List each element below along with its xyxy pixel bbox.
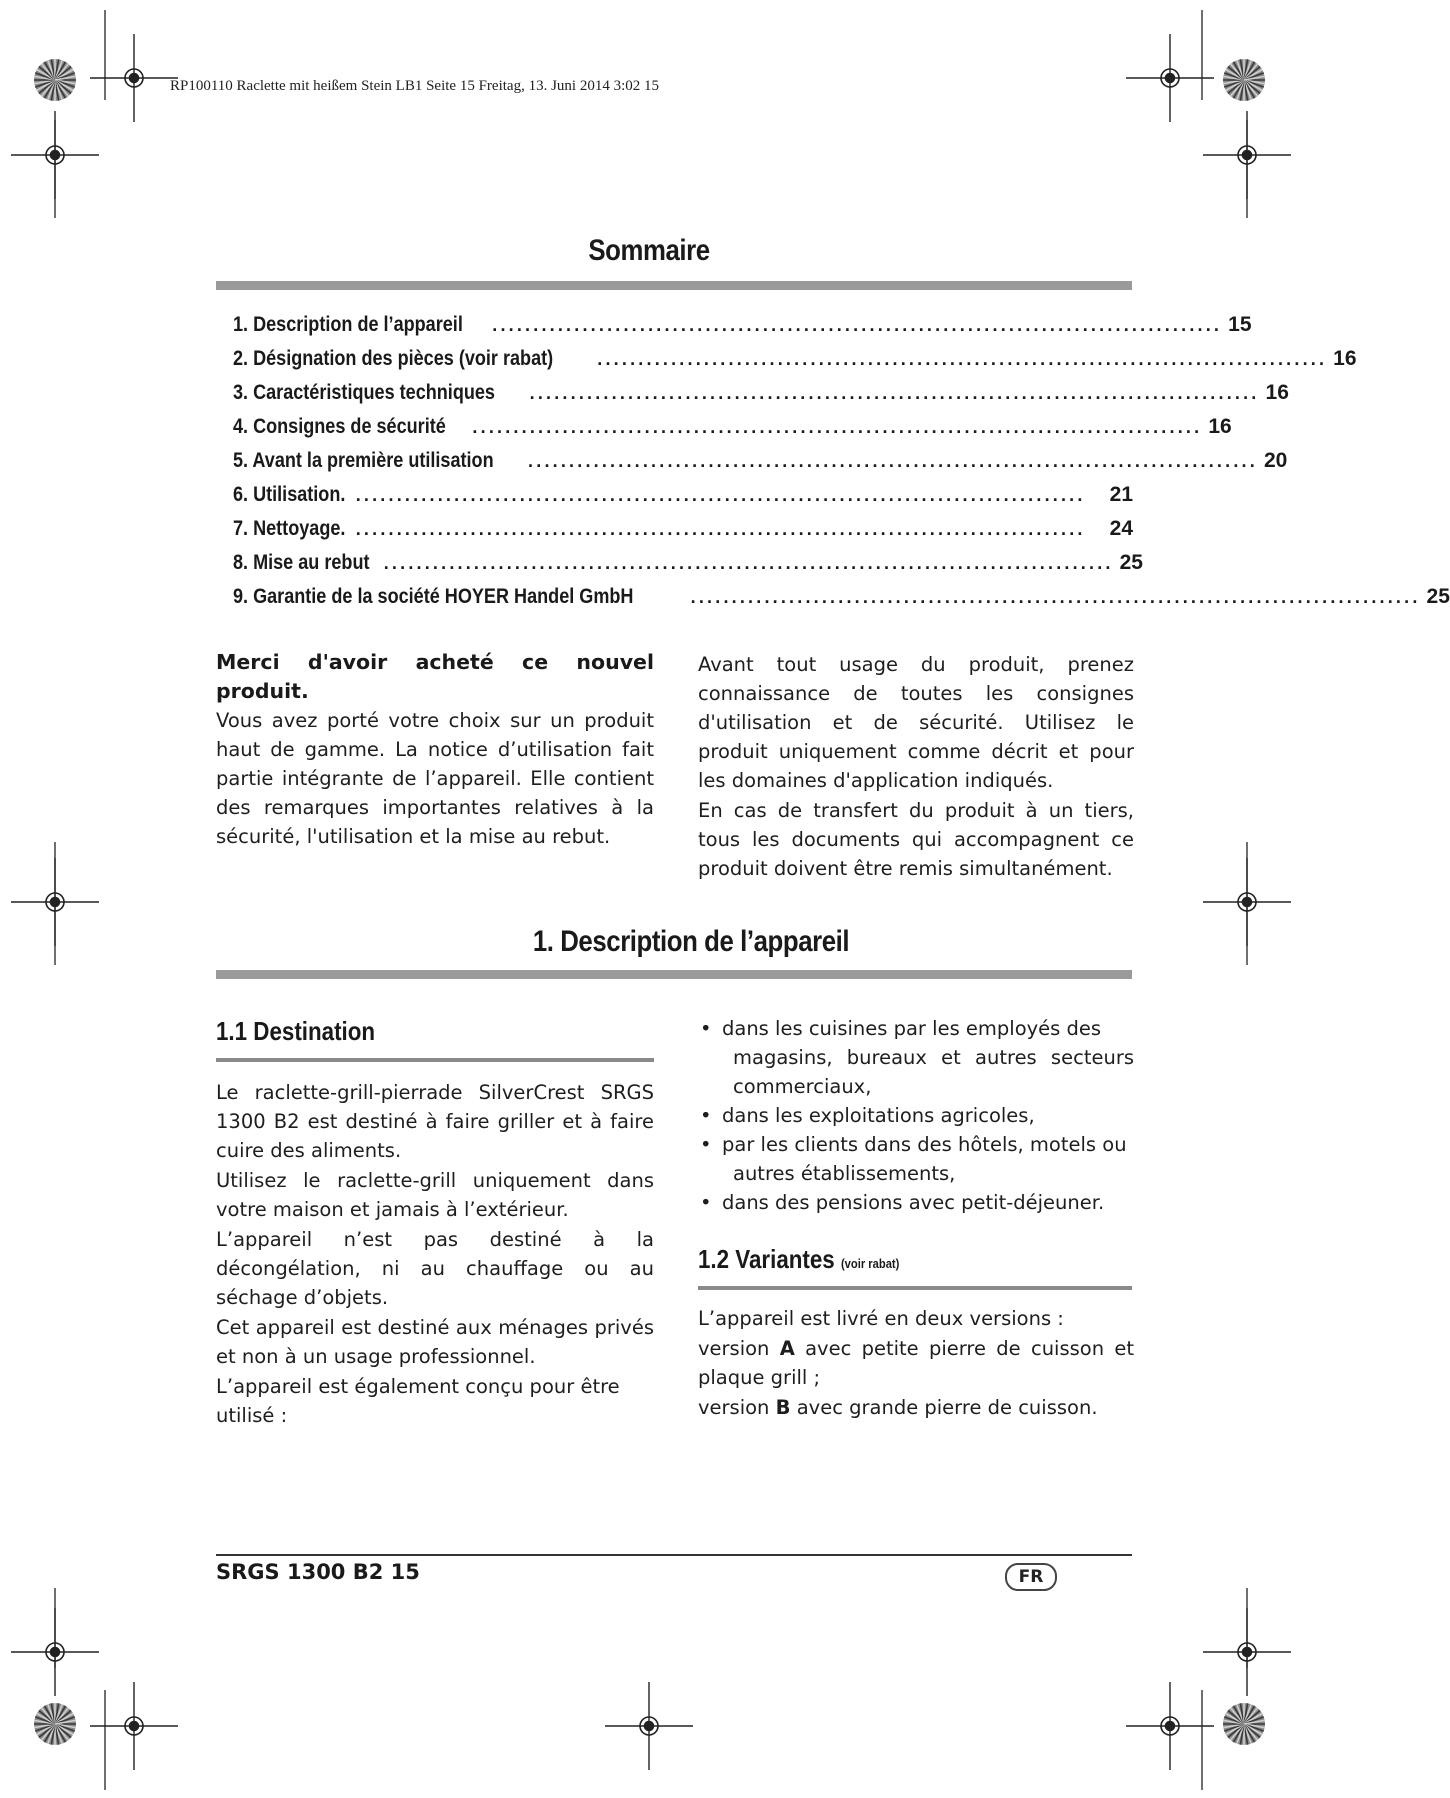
toc-entry-label: 9. Garantie de la société HOYER Handel GmbH (233, 585, 634, 608)
toc-leader: ......................................................................................... (492, 315, 1223, 335)
toc-entry-page: 25 (1119, 551, 1143, 574)
registration-target-icon (1126, 1682, 1214, 1770)
list-item (698, 1101, 1134, 1130)
list-item-text: dans les cuisines par les employés des (722, 1017, 1102, 1040)
registration-target-icon (11, 1608, 99, 1696)
toc-entry[interactable] (233, 449, 1288, 483)
variant-letter: B (775, 1396, 791, 1419)
language-badge: FR (1005, 1563, 1057, 1591)
destination-paragraph: L’appareil n’est pas destiné à la décongélation, ni au chauffage ou au séchage d’objets. (216, 1228, 654, 1309)
registration-target-icon (11, 858, 99, 946)
bullet-icon: • (700, 1017, 712, 1040)
toc-entry-label: 4. Consignes de sécurité (233, 415, 446, 438)
color-bar-icon (34, 1703, 76, 1745)
toc-entry[interactable] (233, 551, 1143, 585)
toc-leader: ......................................................................................... (355, 485, 1086, 505)
list-item-text: par les clients dans des hôtels, motels ou (722, 1133, 1127, 1156)
toc-leader: ......................................................................................... (528, 451, 1258, 471)
destination-text (216, 1078, 654, 1431)
toc-entry-label: 5. Avant la première utilisation (233, 449, 494, 472)
intro-heading: Merci d'avoir acheté ce nouvel produit. (216, 650, 654, 703)
variant-text: avec grande pierre de cuisson. (796, 1396, 1098, 1419)
subsection-heading-text: 1.2 Variantes (698, 1244, 835, 1274)
color-bar-icon (34, 59, 76, 101)
toc-entry-page: 24 (1109, 517, 1133, 540)
toc-entry[interactable] (233, 415, 1232, 449)
registration-target-icon (90, 34, 178, 122)
toc-title: Sommaire (588, 234, 710, 267)
registration-target-icon (1203, 1608, 1291, 1696)
destination-paragraph: Le raclette-grill-pierrade SilverCrest SRGS 1300 B2 est destiné à faire griller et à faire cuire des aliments. (216, 1081, 654, 1162)
toc-entry-label: 2. Désignation des pièces (voir rabat) (233, 347, 554, 370)
toc-leader: ......................................................................................... (529, 383, 1260, 403)
intro-left-column (216, 648, 654, 851)
registration-target-icon (1203, 111, 1291, 199)
toc-entry[interactable] (233, 347, 1357, 381)
toc-entry-page: 15 (1228, 313, 1252, 336)
bullet-icon: • (700, 1104, 712, 1127)
toc-leader: ......................................................................................... (597, 349, 1328, 369)
subsection-rule (216, 1058, 654, 1062)
toc-entry-page: 25 (1426, 585, 1450, 608)
color-bar-icon (1223, 1703, 1265, 1745)
toc-leader: ......................................................................................... (472, 417, 1203, 437)
list-item-text: dans des pensions avec petit-déjeuner. (722, 1191, 1105, 1214)
variants-text (698, 1304, 1134, 1423)
toc-entry[interactable] (233, 517, 1133, 551)
registration-target-icon (90, 1682, 178, 1770)
list-item-text: dans les exploitations agricoles, (722, 1104, 1035, 1127)
variants-intro: L’appareil est livré en deux versions : (698, 1307, 1064, 1330)
toc-entry-label: 8. Mise au rebut (233, 551, 370, 574)
list-item (698, 1130, 1134, 1188)
subsection-heading: 1.1 Destination (216, 1016, 376, 1046)
subsection-rule (698, 1286, 1132, 1290)
list-item (698, 1188, 1134, 1217)
table-of-contents (233, 313, 1450, 619)
intro-left-text: Vous avez porté votre choix sur un produit haut de gamme. La notice d’utilisation fait partie intégrante de l’appareil. Elle contient des remarques importantes relatives à la sécurité, l'utilisation et la mise au rebut. (216, 709, 654, 848)
list-item-text: autres établissements, (733, 1162, 956, 1185)
toc-entry-page: 20 (1263, 449, 1288, 472)
intro-right-column (698, 650, 1134, 884)
toc-entry[interactable] (233, 381, 1289, 415)
variant-prefix: version (698, 1396, 770, 1419)
variant-prefix: version (698, 1337, 770, 1360)
registration-target-icon (1126, 34, 1214, 122)
registration-target-icon (605, 1682, 693, 1770)
variant-a (698, 1334, 1134, 1392)
section-title-rule (216, 970, 1132, 979)
list-item (698, 1014, 1134, 1101)
bullet-icon: • (700, 1191, 712, 1214)
toc-entry-label: 1. Description de l’appareil (233, 313, 463, 336)
usage-bullet-list (698, 1014, 1134, 1217)
footer-model-page: SRGS 1300 B2 15 (216, 1560, 420, 1584)
destination-paragraph: Cet appareil est destiné aux ménages privés et non à un usage professionnel. (216, 1316, 654, 1368)
toc-entry[interactable] (233, 313, 1252, 347)
footer-rule (216, 1554, 1132, 1556)
toc-entry-page: 16 (1333, 347, 1357, 370)
toc-entry[interactable] (233, 585, 1450, 619)
variant-b (698, 1393, 1134, 1422)
toc-entry-page: 21 (1109, 483, 1133, 506)
toc-entry-page: 16 (1265, 381, 1289, 404)
subsection-heading-note: (voir rabat) (840, 1256, 900, 1271)
toc-leader: ......................................................................................... (690, 587, 1421, 607)
toc-entry[interactable] (233, 483, 1133, 517)
print-header: RP100110 Raclette mit heißem Stein LB1 Seite 15 Freitag, 13. Juni 2014 3:02 15 (170, 78, 659, 94)
intro-right-paragraph: En cas de transfert du produit à un tiers, tous les documents qui accompagnent ce produit doivent être remis simultanément. (698, 799, 1134, 880)
toc-leader: ......................................................................................... (383, 553, 1114, 573)
registration-target-icon (11, 111, 99, 199)
toc-title-rule (216, 281, 1132, 290)
toc-entry-label: 7. Nettoyage. (233, 517, 346, 540)
variant-text: avec petite pierre de cuisson et plaque grill ; (698, 1337, 1135, 1389)
bullet-icon: • (700, 1133, 712, 1156)
list-item-text: magasins, bureaux et autres secteurs commerciaux, (733, 1046, 1134, 1098)
subsection-heading (698, 1244, 899, 1275)
section-title: 1. Description de l’appareil (532, 925, 850, 958)
toc-entry-page: 16 (1208, 415, 1232, 438)
color-bar-icon (1223, 59, 1265, 101)
destination-paragraph: Utilisez le raclette-grill uniquement dans votre maison et jamais à l’extérieur. (216, 1169, 654, 1221)
destination-paragraph: L’appareil est également conçu pour être utilisé : (216, 1375, 620, 1427)
toc-entry-label: 3. Caractéristiques techniques (233, 381, 495, 404)
intro-right-paragraph: Avant tout usage du produit, prenez connaissance de toutes les consignes d'utilisation et de sécurité. Utilisez le produit uniquement comme décrit et pour les domaines d'application indiqués. (698, 653, 1134, 792)
toc-leader: ......................................................................................... (355, 519, 1086, 539)
variant-letter: A (779, 1337, 795, 1360)
toc-entry-label: 6. Utilisation. (233, 483, 346, 506)
